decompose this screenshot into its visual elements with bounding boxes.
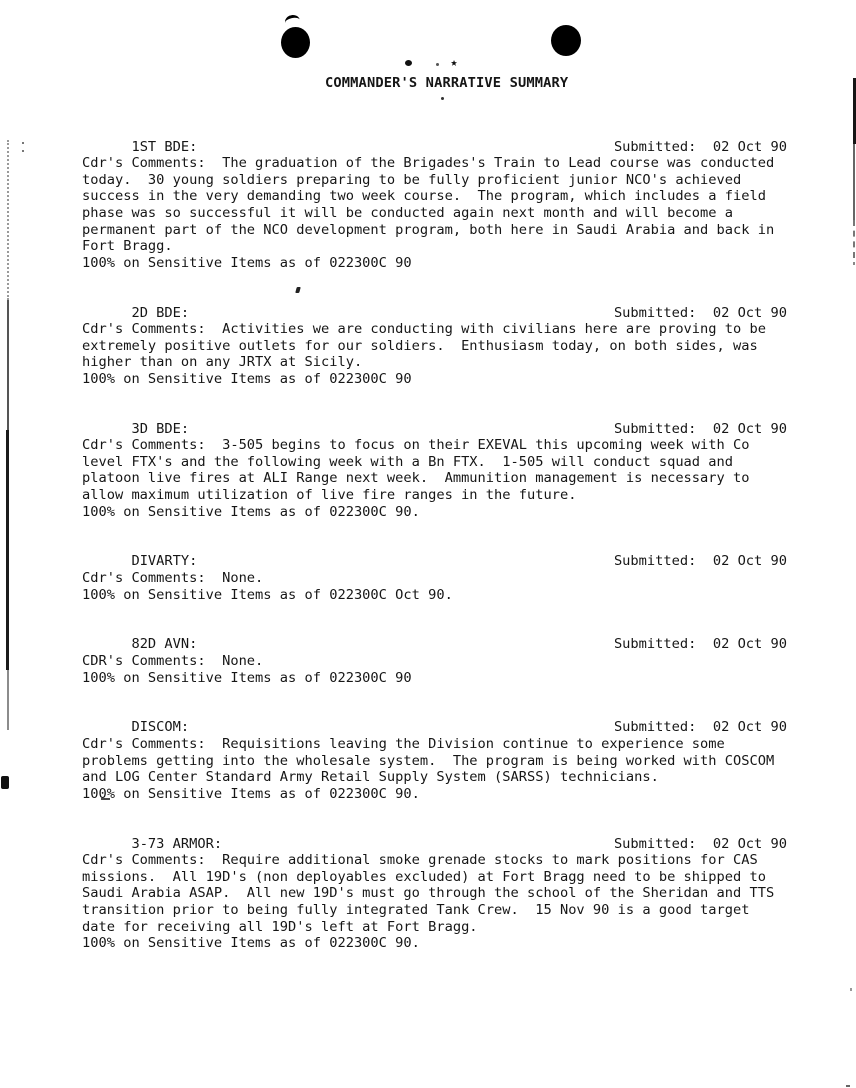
scan-edge-line-left — [7, 670, 9, 730]
scan-edge-dot-right — [853, 262, 855, 265]
unit-section — [82, 703, 794, 819]
comment-line: Cdr's Comments: Require additional smoke grenade stocks to mark positions for CAS — [82, 852, 758, 869]
ink-speckle-mark — [451, 60, 457, 66]
submitted-date: 02 Oct 90 — [712, 636, 788, 653]
sections — [82, 122, 794, 968]
comment-line: missions. All 19D's (non deployables excluded) at Fort Bragg need to be shipped to — [82, 868, 766, 885]
unit-label: 1ST BDE: — [131, 138, 198, 155]
ink-speckle-mark — [846, 1085, 850, 1087]
unit-section — [82, 288, 794, 404]
unit-label: 3-73 ARMOR: — [131, 835, 223, 852]
submitted-field — [548, 537, 787, 587]
submitted-field — [548, 288, 787, 338]
comment-line: 100% on Sensitive Items as of 022300C 90 — [82, 254, 412, 271]
hole-punch-left-mark — [281, 27, 310, 58]
comment-line: and LOG Center Standard Army Retail Supply System (SARSS) technicians. — [82, 769, 659, 786]
section-header — [82, 819, 794, 852]
section-header — [82, 620, 794, 653]
blank-line — [82, 271, 794, 288]
scan-edge-line-left — [7, 140, 9, 300]
ink-speckle-mark — [436, 63, 439, 66]
comment-line: Cdr's Comments: 3-505 begins to focus on their EXEVAL this upcoming week with Co — [82, 437, 750, 454]
comment-line: Cdr's Comments: Activities we are conducting with civilians here are proving to be — [82, 321, 766, 338]
section-header — [82, 703, 794, 736]
comment-lines — [82, 155, 794, 271]
blank-line — [82, 520, 794, 537]
comment-line: Cdr's Comments: The graduation of the Brigades's Train to Lead course was conducted — [82, 155, 775, 172]
submitted-label: Submitted: — [613, 636, 697, 653]
submitted-label: Submitted: — [613, 420, 697, 437]
scan-edge-line-left — [6, 430, 9, 670]
scan-edge-line-right — [853, 220, 855, 258]
unit-section — [82, 404, 794, 537]
comment-line: today. 30 young soldiers preparing to be fully proficient junior NCO's achieved — [82, 171, 742, 188]
submitted-date: 02 Oct 90 — [712, 138, 788, 155]
ink-dot-mark — [441, 97, 444, 100]
submitted-field — [548, 122, 787, 172]
blank-line — [82, 686, 794, 703]
comment-line: Fort Bragg. — [82, 238, 173, 255]
comment-line: platoon live fires at ALI Range next week. Ammunition management is necessary to — [82, 470, 750, 487]
comment-line: 100% on Sensitive Items as of 022300C Oct 90. — [82, 586, 453, 603]
comment-line: problems getting into the wholesale system. The program is being worked with COSCOM — [82, 752, 775, 769]
submitted-field — [548, 703, 787, 753]
unit-label: DIVARTY: — [131, 553, 198, 570]
blank-line — [82, 802, 794, 819]
comment-line: Cdr's Comments: Requisitions leaving the Division continue to experience some — [82, 735, 725, 752]
submitted-field — [548, 404, 787, 454]
comment-line: permanent part of the NCO development program, both here in Saudi Arabia and back in — [82, 221, 775, 238]
submitted-date: 02 Oct 90 — [712, 719, 788, 736]
unit-label: DISCOM: — [131, 719, 190, 736]
unit-label: 82D AVN: — [131, 636, 198, 653]
submitted-label: Submitted: — [613, 719, 697, 736]
blank-line — [82, 603, 794, 620]
submitted-label: Submitted: — [613, 304, 697, 321]
ink-speckle-mark — [405, 60, 412, 66]
scan-edge-line-left — [7, 300, 9, 430]
comment-line: Saudi Arabia ASAP. All new 19D's must go through the school of the Sheridan and TTS — [82, 885, 775, 902]
submitted-label: Submitted: — [613, 138, 697, 155]
submitted-date: 02 Oct 90 — [712, 835, 788, 852]
comment-line: phase was so successful it will be conducted again next month and will become a — [82, 204, 734, 221]
comment-line: allow maximum utilization of live fire ranges in the future. — [82, 487, 577, 504]
submitted-date: 02 Oct 90 — [712, 420, 788, 437]
section-header — [82, 537, 794, 570]
blank-line — [82, 388, 794, 405]
submitted-label: Submitted: — [613, 553, 697, 570]
comment-line: 100% on Sensitive Items as of 022300C 90. — [82, 503, 420, 520]
comment-line: transition prior to being fully integrated Tank Crew. 15 Nov 90 is a good target — [82, 901, 750, 918]
unit-section — [82, 819, 794, 968]
comment-line: date for receiving all 19D's left at Fort Bragg. — [82, 918, 478, 935]
comment-line: CDR's Comments: None. — [82, 653, 264, 669]
unit-section — [82, 537, 794, 620]
comment-line: 100% on Sensitive Items as of 022300C 90. — [82, 935, 420, 952]
submitted-field — [548, 620, 787, 670]
comment-line: extremely positive outlets for our soldiers. Enthusiasm today, on both sides, was — [82, 337, 758, 354]
comment-line: 100% on Sensitive Items as of 022300C 90. — [82, 785, 420, 802]
blank-line — [82, 952, 794, 969]
ink-dot-mark — [22, 142, 24, 144]
comment-line: level FTX's and the following week with a Bn FTX. 1-505 will conduct squad and — [82, 453, 734, 470]
comment-line: Cdr's Comments: None. — [82, 570, 264, 587]
submitted-field — [548, 819, 787, 869]
document-body — [82, 122, 794, 968]
section-header — [82, 404, 794, 437]
section-header — [82, 122, 794, 155]
comment-line: 100% on Sensitive Items as of 022300C 90 — [82, 669, 412, 686]
unit-label: 2D BDE: — [131, 304, 190, 321]
ink-speckle-mark — [850, 988, 852, 991]
submitted-label: Submitted: — [613, 835, 697, 852]
scan-edge-line-right — [853, 144, 855, 220]
hole-punch-right-mark — [551, 25, 581, 56]
section-header — [82, 288, 794, 321]
unit-label: 3D BDE: — [131, 420, 190, 437]
comment-line: success in the very demanding two week course. The program, which includes a field — [82, 188, 766, 205]
page-title: COMMANDER'S NARRATIVE SUMMARY — [325, 75, 569, 91]
unit-section — [82, 122, 794, 288]
submitted-date: 02 Oct 90 — [712, 553, 788, 570]
comment-line: 100% on Sensitive Items as of 022300C 90 — [82, 370, 412, 387]
comment-line: higher than on any JRTX at Sicily. — [82, 354, 363, 371]
submitted-date: 02 Oct 90 — [712, 304, 788, 321]
unit-section — [82, 620, 794, 703]
scan-edge-dash-left — [1, 776, 9, 789]
